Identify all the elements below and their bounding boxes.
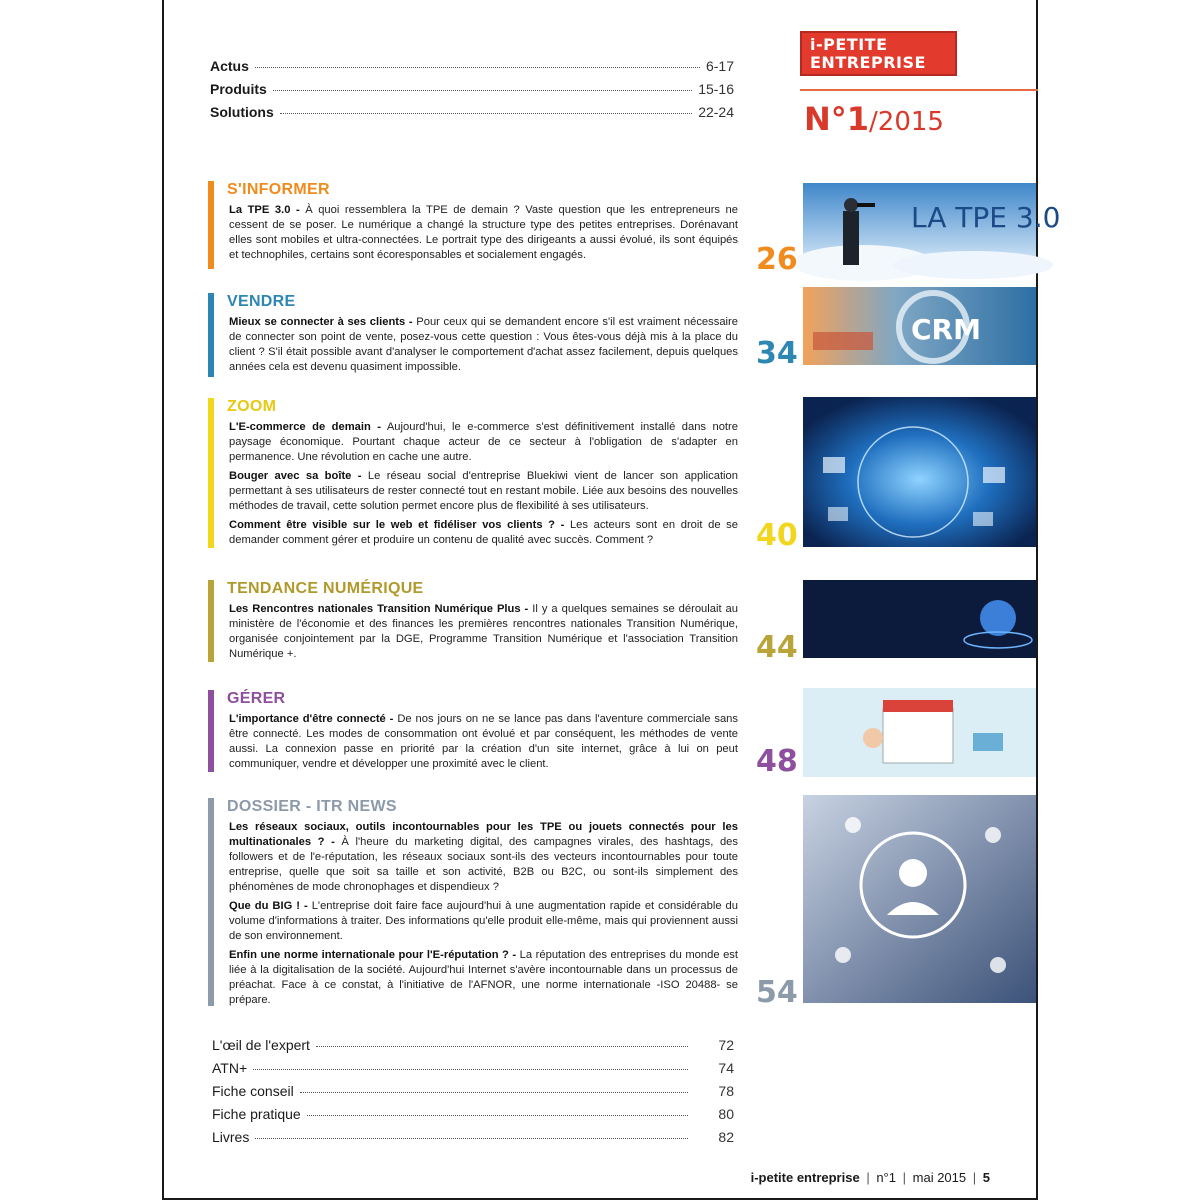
footer-date: mai 2015 — [912, 1170, 967, 1185]
article-summary[interactable] — [229, 712, 738, 772]
section-zoom — [208, 398, 738, 548]
article-summary[interactable] — [229, 469, 738, 514]
toc-pages: 74 — [718, 1060, 734, 1076]
leader-dots — [273, 90, 692, 91]
image-ecommerce-globe[interactable] — [803, 397, 1036, 547]
article-summary[interactable] — [229, 602, 738, 662]
article-title: Les réseaux sociaux, outils incontournables pour les TPE ou jouets connectés pour les multinationales ? - — [229, 821, 738, 848]
toc-row[interactable] — [212, 1037, 734, 1060]
image-numerique[interactable] — [803, 580, 1036, 658]
toc-pages: 22-24 — [698, 104, 734, 120]
article-title: Bouger avec sa boîte - — [229, 470, 362, 482]
toc-label: Actus — [210, 58, 249, 74]
article-title: L'E-commerce de demain - — [229, 421, 381, 433]
article-text: Il y a quelques semaines se déroulait au ministère de l'économie et des finances les premières rencontres nationales Transition Numérique, organisée conjointement par la DGE, Programme Transition Numérique et l'association Transition Numérique +. — [229, 603, 738, 660]
footer-separator: | — [866, 1170, 870, 1185]
article-text: La réputation des entreprises du monde est liée à la digitalisation de la société. Aujourd'hui Internet s'avère incontournable dans un processus de préachat. Face à ce constat, à l'initiative de l'AFNOR, une norme internationale -ISO 20488- se prépare. — [229, 949, 739, 1006]
footer-separator: | — [902, 1170, 907, 1185]
article-summary[interactable] — [229, 518, 738, 548]
issue-number — [804, 100, 944, 138]
image-commerce[interactable] — [803, 688, 1036, 777]
section-tendance-numerique — [208, 580, 738, 662]
toc-row[interactable] — [210, 81, 734, 104]
logo-divider — [800, 89, 1038, 91]
toc-label: Fiche conseil — [212, 1083, 294, 1099]
section-page-number: 48 — [756, 744, 798, 779]
section-page-number: 34 — [756, 336, 798, 371]
article-text: Les acteurs sont en droit de se demander comment gérer et produire un contenu de qualité avec succès. Comment ? — [229, 519, 738, 546]
article-title: Comment être visible sur le web et fidéliser vos clients ? - — [229, 519, 565, 531]
footer-brand: i-petite entreprise — [750, 1170, 860, 1185]
leader-dots — [255, 1138, 688, 1139]
magazine-logo — [800, 31, 957, 76]
toc-bottom — [212, 1037, 734, 1152]
issue-no: N°1 — [804, 100, 870, 138]
toc-label: Solutions — [210, 104, 274, 120]
article-text: À l'heure du marketing digital, des campagnes virales, des hashtags, des followers et de l'e-réputation, les réseaux sociaux sont-ils des vecteurs incontournables pour toute entreprise, quelle que soit sa taille et son activité, B2B ou B2C, ou sont-ils simplement des phénomènes de mode chronophages et dispendieux ? — [229, 836, 738, 893]
section-heading: ZOOM — [227, 398, 277, 415]
toc-pages: 82 — [718, 1129, 734, 1145]
article-summary[interactable] — [229, 420, 738, 465]
toc-row[interactable] — [212, 1083, 734, 1106]
image-reseaux-sociaux[interactable] — [803, 795, 1036, 1003]
section-page-number: 26 — [756, 242, 798, 277]
section-gerer — [208, 690, 738, 772]
section-heading: DOSSIER - ITR NEWS — [227, 798, 397, 815]
article-title: Enfin une norme internationale pour l'E-réputation ? - — [229, 949, 517, 961]
leader-dots — [300, 1092, 688, 1093]
toc-row[interactable] — [212, 1129, 734, 1152]
section-vendre — [208, 293, 738, 377]
section-page-number: 40 — [756, 518, 798, 553]
footer-separator: | — [972, 1170, 977, 1185]
toc-pages: 6-17 — [705, 58, 734, 74]
leader-dots — [316, 1046, 688, 1047]
section-heading: GÉRER — [227, 690, 286, 707]
footer-page-number: 5 — [982, 1170, 990, 1185]
toc-top — [210, 58, 734, 127]
article-title: L'importance d'être connecté - — [229, 713, 394, 725]
image-caption: LA TPE 3.0 — [911, 201, 1061, 234]
toc-label: Fiche pratique — [212, 1106, 301, 1122]
toc-label: Livres — [212, 1129, 250, 1145]
article-summary[interactable] — [229, 899, 738, 944]
leader-dots — [255, 67, 700, 68]
image-caption: CRM — [911, 313, 981, 346]
page-footer — [751, 1170, 990, 1185]
toc-row[interactable] — [212, 1060, 734, 1083]
toc-pages: 78 — [718, 1083, 734, 1099]
section-page-number: 44 — [756, 630, 798, 665]
article-title: La TPE 3.0 - — [229, 204, 300, 216]
section-sinformer — [208, 181, 738, 269]
issue-year: /2015 — [869, 107, 944, 137]
article-summary[interactable] — [229, 820, 738, 895]
article-title: Que du BIG ! - — [229, 900, 308, 912]
leader-dots — [307, 1115, 688, 1116]
section-page-number: 54 — [756, 975, 798, 1010]
footer-issue: n°1 — [876, 1170, 896, 1185]
leader-dots — [280, 113, 692, 114]
article-title: Les Rencontres nationales Transition Numérique Plus - — [229, 603, 529, 615]
section-dossier — [208, 798, 738, 1006]
toc-pages: 80 — [718, 1106, 734, 1122]
toc-label: Produits — [210, 81, 267, 97]
toc-row[interactable] — [210, 104, 734, 127]
article-summary[interactable] — [229, 948, 738, 1008]
image-crm[interactable] — [803, 287, 1036, 365]
toc-row[interactable] — [210, 58, 734, 81]
article-text: De nos jours on ne se lance pas dans l'aventure commerciale sans être connecté. Les modes de consommation ont évolué et par conséquent, les méthodes de vente aussi. La connexion passe en priorité par la création d'un site internet, grâce à lui on peut communiquer, vendre et développer une proximité avec le client. — [229, 713, 738, 770]
article-summary[interactable] — [229, 203, 738, 263]
toc-pages: 72 — [718, 1037, 734, 1053]
section-heading: TENDANCE NUMÉRIQUE — [227, 580, 424, 597]
article-text: À quoi ressemblera la TPE de demain ? Vaste question que les entrepreneurs ne cessent de se poser. Le numérique a changé la structure type des petites entreprises. Dorénavant elles sont mobiles et ultra-connectées. Le portrait type des dirigeants a aussi évolué, ils sont équipés et technophiles, certains sont écoresponsables et socialement engagés. — [229, 204, 738, 261]
article-text: Le réseau social d'entreprise Bluekiwi vient de lancer son application permettant à ses utilisateurs de rester connecté tout en restant mobile. Liée aux besoins des nouvelles méthodes de travail, cette solution permet encore plus de flexibilité à ses utilisateurs. — [229, 470, 738, 512]
image-tpe[interactable] — [803, 183, 1061, 270]
toc-label: L'œil de l'expert — [212, 1037, 310, 1053]
section-heading: VENDRE — [227, 293, 296, 310]
article-title: Mieux se connecter à ses clients - — [229, 316, 413, 328]
toc-pages: 15-16 — [698, 81, 734, 97]
section-heading: S'INFORMER — [227, 181, 330, 198]
toc-label: ATN+ — [212, 1060, 248, 1076]
logo-line-2: ENTREPRISE — [810, 53, 926, 72]
article-text: L'entreprise doit faire face aujourd'hui à une augmentation rapide et considérable du volume d'informations à traiter. Des informations qu'elle produit elle-même, mais qui proviennent aussi de son environnement. — [229, 900, 738, 942]
logo-line-1: i-PETITE — [810, 35, 888, 54]
article-summary[interactable] — [229, 315, 738, 375]
article-text: Pour ceux qui se demandent encore s'il est vraiment nécessaire de connecter son point de vente, posez-vous cette question : Vous êtes-vous déjà mis à la place du client ? S'il était possible avant d'analyser le comportement d'achat assez facilement, depuis quelques années cela est devenu quasiment impossible. — [229, 316, 738, 373]
leader-dots — [253, 1069, 688, 1070]
toc-row[interactable] — [212, 1106, 734, 1129]
article-text: Aujourd'hui, le e-commerce s'est définitivement installé dans notre paysage économique. Pourtant chaque acteur de ce secteur à l'obligation de s'adapter en permanence. Une révolution en cache une autre. — [229, 421, 738, 463]
